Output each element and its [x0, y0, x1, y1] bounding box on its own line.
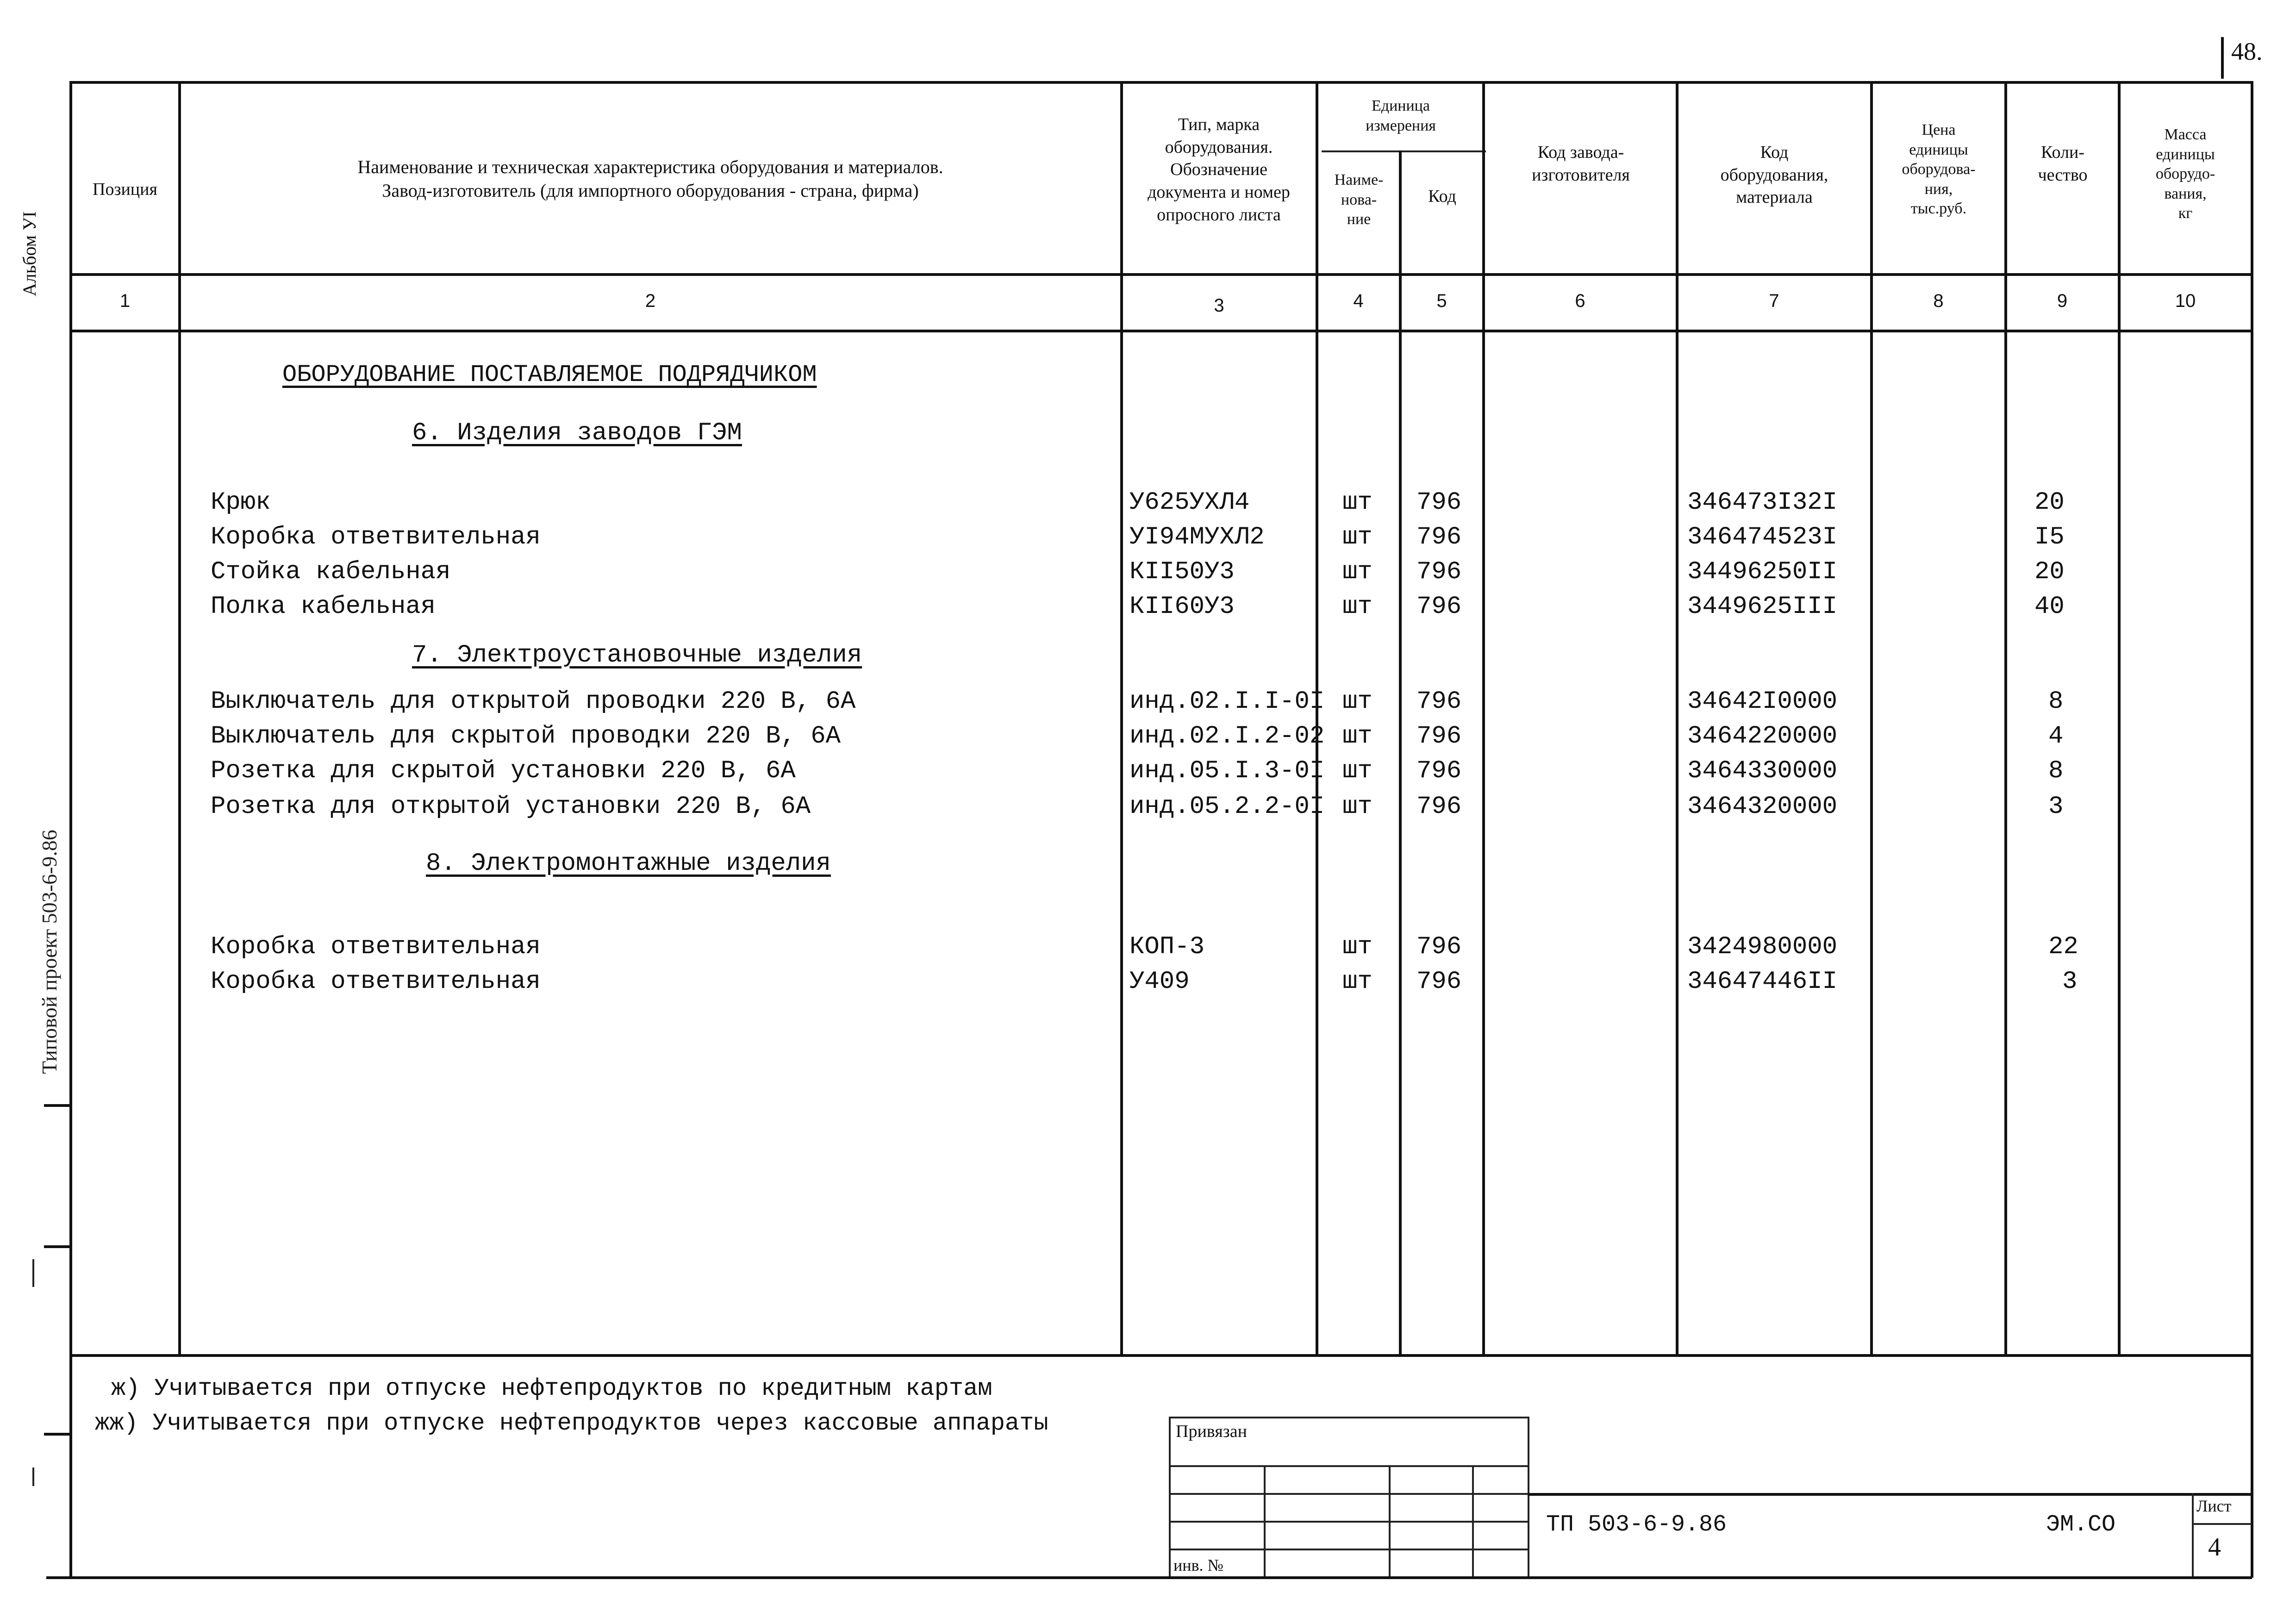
header-unit-code: Код — [1428, 187, 1456, 206]
header-name — [185, 155, 1116, 202]
item-qty: 20 — [2034, 488, 2065, 517]
header-type: Тип, марка оборудования. Обозначение документа и номер опросного листа — [1148, 115, 1290, 225]
header-factory-code: Код завода- изготовителя — [1532, 143, 1630, 185]
col-number: 8 — [1933, 291, 1944, 311]
item-unit: шт — [1342, 722, 1373, 750]
item-unit: шт — [1342, 523, 1373, 551]
item-name: Розетка для открытой установки 220 В, 6А — [211, 793, 811, 821]
col-number: 10 — [2175, 291, 2196, 311]
item-name: Розетка для скрытой установки 220 В, 6А — [211, 757, 796, 785]
item-qty: 20 — [2034, 558, 2065, 586]
item-unit-code: 796 — [1416, 558, 1462, 586]
item-unit: шт — [1342, 793, 1373, 821]
header-price: Цена единицы оборудова- ния, тыс.руб. — [1902, 121, 1976, 217]
item-material-code: 34642I0000 — [1687, 687, 1838, 716]
item-unit: шт — [1342, 488, 1373, 517]
item-material-code: 346474523I — [1687, 523, 1838, 551]
margin-tick — [32, 1468, 34, 1486]
item-type: инд.05.I.3-0I — [1129, 757, 1325, 785]
item-type: У625УХЛ4 — [1129, 488, 1250, 517]
header-position: Позиция — [93, 180, 157, 199]
item-type: КII50У3 — [1129, 558, 1235, 586]
main-title: ОБОРУДОВАНИЕ ПОСТАВЛЯЕМОЕ ПОДРЯДЧИКОМ — [282, 361, 817, 388]
header-name-line1: Наименование и техническая характеристика оборудования и материалов. — [357, 156, 943, 177]
item-unit: шт — [1342, 933, 1373, 961]
col-number: 3 — [1214, 295, 1224, 316]
item-unit: шт — [1342, 558, 1373, 586]
item-name: Стойка кабельная — [211, 558, 451, 586]
item-unit-code: 796 — [1416, 523, 1462, 551]
item-unit-code: 796 — [1416, 722, 1462, 750]
margin-tick — [44, 1104, 72, 1107]
item-unit: шт — [1342, 593, 1373, 621]
page-number-tick — [2221, 37, 2224, 79]
margin-tick — [44, 1245, 72, 1248]
item-type: КОП-3 — [1129, 933, 1205, 961]
item-material-code: 3464330000 — [1687, 757, 1838, 785]
doc-mark: ЭМ.СО — [2046, 1512, 2116, 1538]
section-title: 6. Изделия заводов ГЭМ — [412, 419, 742, 447]
item-unit-code: 796 — [1416, 757, 1462, 785]
item-qty: 3 — [2062, 968, 2078, 996]
section-title: 8. Электромонтажные изделия — [426, 849, 831, 878]
header-unit-name: Наиме- нова- ние — [1334, 171, 1384, 228]
item-name: Выключатель для открытой проводки 220 В, 6А — [211, 687, 856, 716]
section-title: 7. Электроустановочные изделия — [412, 641, 862, 669]
item-name: Выключатель для скрытой проводки 220 В, 6А — [211, 722, 841, 750]
album-label: Альбом УI — [19, 211, 40, 296]
item-qty: 3 — [2048, 793, 2064, 821]
item-material-code: 3464220000 — [1687, 722, 1838, 750]
sheet-number: 4 — [2208, 1533, 2221, 1562]
item-unit-code: 796 — [1416, 488, 1462, 517]
margin-tick — [44, 1433, 72, 1436]
item-qty: I5 — [2034, 523, 2065, 551]
header-material-code: Код оборудования, материала — [1720, 143, 1828, 207]
item-qty: 22 — [2048, 933, 2078, 961]
item-qty: 8 — [2048, 687, 2064, 716]
header-unit-group: Единица измерения — [1366, 97, 1436, 134]
item-unit: шт — [1342, 687, 1373, 716]
sheet-label: Лист — [2196, 1497, 2232, 1515]
item-type: УI94МУХЛ2 — [1129, 523, 1265, 551]
item-name: Полка кабельная — [211, 593, 436, 621]
item-type: инд.05.2.2-0I — [1129, 793, 1325, 821]
item-material-code: 3449625III — [1687, 593, 1838, 621]
item-name: Коробка ответвительная — [211, 523, 541, 551]
item-name: Крюк — [211, 488, 271, 517]
item-type: инд.02.I.I-0I — [1129, 687, 1325, 716]
footnote: ж) Учитывается при отпуске нефтепродуктов по кредитным картам — [111, 1375, 992, 1402]
item-name: Коробка ответвительная — [211, 968, 541, 996]
item-unit-code: 796 — [1416, 933, 1462, 961]
item-material-code: 346473I32I — [1687, 488, 1838, 517]
item-type: У409 — [1129, 968, 1190, 996]
item-material-code: 34496250II — [1687, 558, 1838, 586]
item-unit-code: 796 — [1416, 793, 1462, 821]
item-material-code: 3464320000 — [1687, 793, 1838, 821]
item-material-code: 3424980000 — [1687, 933, 1838, 961]
project-label: Типовой проект 503-6-9.86 — [37, 830, 61, 1074]
inv-label: инв. № — [1173, 1556, 1223, 1574]
item-type: КII60У3 — [1129, 593, 1235, 621]
col-number: 1 — [119, 291, 131, 311]
item-type: инд.02.I.2-02 — [1129, 722, 1325, 750]
margin-tick — [32, 1259, 34, 1287]
item-qty: 8 — [2048, 757, 2064, 785]
col-number: 6 — [1575, 291, 1585, 311]
col-number: 4 — [1353, 291, 1364, 311]
col-number: 9 — [2057, 291, 2068, 311]
item-name: Коробка ответвительная — [211, 933, 541, 961]
item-unit-code: 796 — [1416, 968, 1462, 996]
col-number: 5 — [1436, 291, 1447, 311]
footnote: жж) Учитывается при отпуске нефтепродуктов через кассовые аппараты — [95, 1410, 1048, 1437]
doc-code: ТП 503-6-9.86 — [1546, 1512, 1727, 1538]
col-number: 7 — [1769, 291, 1779, 311]
header-name-line2: Завод-изготовитель (для импортного оборудования - страна, фирма) — [382, 180, 919, 201]
item-unit-code: 796 — [1416, 687, 1462, 716]
item-qty: 4 — [2048, 722, 2064, 750]
item-unit: шт — [1342, 757, 1373, 785]
item-unit-code: 796 — [1416, 593, 1462, 621]
item-unit: шт — [1342, 968, 1373, 996]
col-number: 2 — [645, 291, 656, 311]
page-number: 48. — [2231, 37, 2263, 65]
header-quantity: Коли- чество — [2038, 143, 2088, 185]
item-material-code: 34647446II — [1687, 968, 1838, 996]
tied-label: Привязан — [1176, 1422, 1247, 1441]
header-mass: Масса единицы оборудо- вания, кг — [2155, 126, 2215, 222]
item-qty: 40 — [2034, 593, 2065, 621]
